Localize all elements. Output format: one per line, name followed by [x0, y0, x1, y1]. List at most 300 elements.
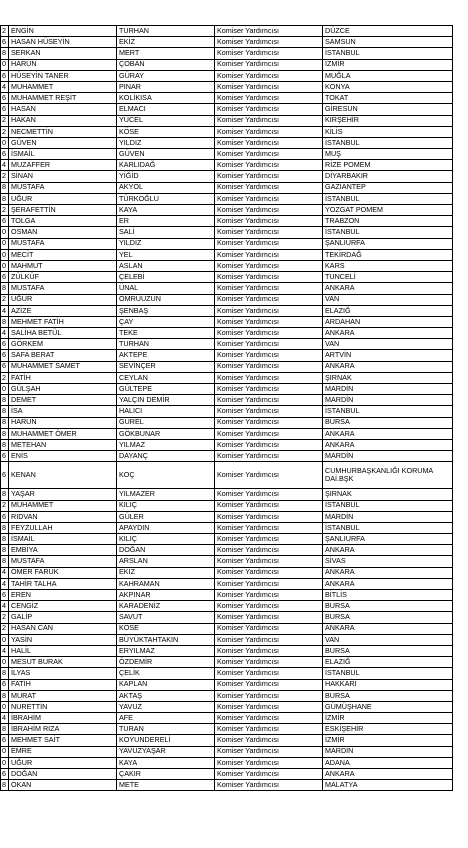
last-name-cell: EKİZ	[117, 37, 215, 48]
row-code-cell: 6	[1, 769, 9, 780]
last-name-cell: ÇELİK	[117, 668, 215, 679]
location-cell: SİVAS	[323, 556, 453, 567]
location-cell: TOKAT	[323, 93, 453, 104]
first-name-cell: İLYAS	[9, 668, 117, 679]
location-cell: ANKARA	[323, 439, 453, 450]
first-name-cell: HARUN	[9, 417, 117, 428]
location-cell: VAN	[323, 339, 453, 350]
location-cell: KARS	[323, 260, 453, 271]
last-name-cell: PINAR	[117, 81, 215, 92]
row-code-cell: 8	[1, 489, 9, 500]
title-cell: Komiser Yardımcısı	[215, 339, 323, 350]
location-cell: SAMSUN	[323, 37, 453, 48]
last-name-cell: AKPINAR	[117, 590, 215, 601]
title-cell: Komiser Yardımcısı	[215, 294, 323, 305]
first-name-cell: MUSTAFA	[9, 556, 117, 567]
location-cell: GAZİANTEP	[323, 182, 453, 193]
last-name-cell: AKYOL	[117, 182, 215, 193]
personnel-table	[0, 25, 453, 791]
title-cell: Komiser Yardımcısı	[215, 149, 323, 160]
table-row	[1, 104, 453, 115]
last-name-cell: SALİ	[117, 227, 215, 238]
location-cell: MARDİN	[323, 746, 453, 757]
location-cell: ESKİŞEHİR	[323, 724, 453, 735]
last-name-cell: YILDIZ	[117, 137, 215, 148]
row-code-cell: 2	[1, 115, 9, 126]
table-row	[1, 534, 453, 545]
title-cell: Komiser Yardımcısı	[215, 70, 323, 81]
last-name-cell: TURHAN	[117, 339, 215, 350]
title-cell: Komiser Yardımcısı	[215, 511, 323, 522]
table-row	[1, 59, 453, 70]
table-row	[1, 126, 453, 137]
title-cell: Komiser Yardımcısı	[215, 48, 323, 59]
row-code-cell: 0	[1, 701, 9, 712]
location-cell: İSTANBUL	[323, 48, 453, 59]
row-code-cell: 0	[1, 137, 9, 148]
last-name-cell: GÜLTEPE	[117, 384, 215, 395]
row-code-cell: 6	[1, 735, 9, 746]
first-name-cell: HASAN HÜSEYİN	[9, 37, 117, 48]
title-cell: Komiser Yardımcısı	[215, 735, 323, 746]
first-name-cell: MEHMET FATİH	[9, 316, 117, 327]
table-row	[1, 115, 453, 126]
location-cell: KIRŞEHİR	[323, 115, 453, 126]
location-cell: İZMİR	[323, 59, 453, 70]
row-code-cell: 0	[1, 59, 9, 70]
first-name-cell: MUSTAFA	[9, 238, 117, 249]
table-row	[1, 462, 453, 489]
last-name-cell: TEKE	[117, 328, 215, 339]
last-name-cell: ŞENBAŞ	[117, 305, 215, 316]
table-row	[1, 160, 453, 171]
table-row	[1, 294, 453, 305]
location-cell: BURSA	[323, 645, 453, 656]
last-name-cell: GÜREL	[117, 417, 215, 428]
table-body	[1, 26, 453, 791]
location-cell: DÜZCE	[323, 26, 453, 37]
table-row	[1, 668, 453, 679]
last-name-cell: HALICI	[117, 406, 215, 417]
row-code-cell: 6	[1, 149, 9, 160]
title-cell: Komiser Yardımcısı	[215, 657, 323, 668]
location-cell: İSTANBUL	[323, 500, 453, 511]
row-code-cell: 8	[1, 283, 9, 294]
row-code-cell: 6	[1, 104, 9, 115]
last-name-cell: TÜRKOĞLU	[117, 193, 215, 204]
row-code-cell: 8	[1, 534, 9, 545]
row-code-cell: 2	[1, 612, 9, 623]
first-name-cell: MUHAMMET	[9, 81, 117, 92]
title-cell: Komiser Yardımcısı	[215, 690, 323, 701]
first-name-cell: GALİP	[9, 612, 117, 623]
table-row	[1, 567, 453, 578]
table-row	[1, 713, 453, 724]
last-name-cell: KAYA	[117, 205, 215, 216]
row-code-cell: 6	[1, 93, 9, 104]
table-row	[1, 634, 453, 645]
title-cell: Komiser Yardımcısı	[215, 451, 323, 462]
last-name-cell: AKTAŞ	[117, 690, 215, 701]
row-code-cell: 8	[1, 417, 9, 428]
table-row	[1, 746, 453, 757]
first-name-cell: OKAN	[9, 780, 117, 791]
table-row	[1, 81, 453, 92]
last-name-cell: TURAN	[117, 724, 215, 735]
table-row	[1, 182, 453, 193]
table-row	[1, 339, 453, 350]
table-row	[1, 283, 453, 294]
row-code-cell: 0	[1, 249, 9, 260]
title-cell: Komiser Yardımcısı	[215, 590, 323, 601]
location-cell: BURSA	[323, 601, 453, 612]
location-cell: İZMİR	[323, 713, 453, 724]
last-name-cell: YALÇIN DEMİR	[117, 395, 215, 406]
row-code-cell: 6	[1, 350, 9, 361]
row-code-cell: 0	[1, 238, 9, 249]
table-row	[1, 522, 453, 533]
location-cell: ŞIRNAK	[323, 489, 453, 500]
first-name-cell: UĞUR	[9, 193, 117, 204]
title-cell: Komiser Yardımcısı	[215, 679, 323, 690]
title-cell: Komiser Yardımcısı	[215, 701, 323, 712]
first-name-cell: MAHMUT	[9, 260, 117, 271]
location-cell: ELAZIĞ	[323, 305, 453, 316]
location-cell: KİLİS	[323, 126, 453, 137]
row-code-cell: 2	[1, 205, 9, 216]
title-cell: Komiser Yardımcısı	[215, 439, 323, 450]
first-name-cell: OSMAN	[9, 227, 117, 238]
last-name-cell: ÜNAL	[117, 283, 215, 294]
last-name-cell: GÜRAY	[117, 70, 215, 81]
row-code-cell: 0	[1, 757, 9, 768]
last-name-cell: YILMAZ	[117, 439, 215, 450]
title-cell: Komiser Yardımcısı	[215, 645, 323, 656]
row-code-cell: 6	[1, 70, 9, 81]
table-row	[1, 601, 453, 612]
last-name-cell: KOYUNDERELİ	[117, 735, 215, 746]
row-code-cell: 4	[1, 567, 9, 578]
title-cell: Komiser Yardımcısı	[215, 556, 323, 567]
row-code-cell: 8	[1, 668, 9, 679]
title-cell: Komiser Yardımcısı	[215, 205, 323, 216]
first-name-cell: MURAT	[9, 690, 117, 701]
title-cell: Komiser Yardımcısı	[215, 283, 323, 294]
first-name-cell: TAHİR TALHA	[9, 578, 117, 589]
last-name-cell: GÜVEN	[117, 149, 215, 160]
first-name-cell: GÜVEN	[9, 137, 117, 148]
first-name-cell: MUHAMMET	[9, 500, 117, 511]
row-code-cell: 6	[1, 339, 9, 350]
title-cell: Komiser Yardımcısı	[215, 489, 323, 500]
table-row	[1, 316, 453, 327]
title-cell: Komiser Yardımcısı	[215, 328, 323, 339]
location-cell: ARDAHAN	[323, 316, 453, 327]
location-cell: ADANA	[323, 757, 453, 768]
first-name-cell: MUSTAFA	[9, 182, 117, 193]
row-code-cell: 4	[1, 328, 9, 339]
first-name-cell: YAŞAR	[9, 489, 117, 500]
table-row	[1, 701, 453, 712]
title-cell: Komiser Yardımcısı	[215, 372, 323, 383]
location-cell: ŞANLIURFA	[323, 238, 453, 249]
table-row	[1, 428, 453, 439]
last-name-cell: ÇAKIR	[117, 769, 215, 780]
location-cell: YOZGAT POMEM	[323, 205, 453, 216]
first-name-cell: KENAN	[9, 462, 117, 489]
first-name-cell: UĞUR	[9, 294, 117, 305]
title-cell: Komiser Yardımcısı	[215, 171, 323, 182]
row-code-cell: 4	[1, 601, 9, 612]
first-name-cell: HARUN	[9, 59, 117, 70]
table-row	[1, 305, 453, 316]
title-cell: Komiser Yardımcısı	[215, 713, 323, 724]
first-name-cell: ENGİN	[9, 26, 117, 37]
table-row	[1, 238, 453, 249]
table-row	[1, 93, 453, 104]
last-name-cell: TURHAN	[117, 26, 215, 37]
title-cell: Komiser Yardımcısı	[215, 623, 323, 634]
last-name-cell: AFE	[117, 713, 215, 724]
table-row	[1, 395, 453, 406]
table-row	[1, 249, 453, 260]
location-cell: İSTANBUL	[323, 668, 453, 679]
location-cell: DİYARBAKIR	[323, 171, 453, 182]
row-code-cell: 6	[1, 216, 9, 227]
last-name-cell: APAYDIN	[117, 522, 215, 533]
title-cell: Komiser Yardımcısı	[215, 462, 323, 489]
title-cell: Komiser Yardımcısı	[215, 757, 323, 768]
location-cell: HAKKARİ	[323, 679, 453, 690]
title-cell: Komiser Yardımcısı	[215, 668, 323, 679]
first-name-cell: CENGİZ	[9, 601, 117, 612]
table-row	[1, 171, 453, 182]
last-name-cell: KARLIDAĞ	[117, 160, 215, 171]
last-name-cell: ÖZDEMİR	[117, 657, 215, 668]
title-cell: Komiser Yardımcısı	[215, 115, 323, 126]
first-name-cell: FATİH	[9, 679, 117, 690]
first-name-cell: İSMAİL	[9, 149, 117, 160]
first-name-cell: GÖRKEM	[9, 339, 117, 350]
row-code-cell: 2	[1, 26, 9, 37]
last-name-cell: YÜCEL	[117, 115, 215, 126]
first-name-cell: İSMAİL	[9, 534, 117, 545]
row-code-cell: 6	[1, 272, 9, 283]
table-row	[1, 272, 453, 283]
row-code-cell: 0	[1, 634, 9, 645]
table-row	[1, 417, 453, 428]
row-code-cell: 4	[1, 81, 9, 92]
table-row	[1, 439, 453, 450]
title-cell: Komiser Yardımcısı	[215, 384, 323, 395]
last-name-cell: ÇAY	[117, 316, 215, 327]
row-code-cell: 4	[1, 160, 9, 171]
row-code-cell: 6	[1, 462, 9, 489]
last-name-cell: ARSLAN	[117, 556, 215, 567]
first-name-cell: DOĞAN	[9, 769, 117, 780]
table-row	[1, 612, 453, 623]
location-cell: MARDİN	[323, 451, 453, 462]
title-cell: Komiser Yardımcısı	[215, 634, 323, 645]
last-name-cell: ER	[117, 216, 215, 227]
location-cell: ARTVİN	[323, 350, 453, 361]
location-cell: ELAZIĞ	[323, 657, 453, 668]
first-name-cell: EMRE	[9, 746, 117, 757]
last-name-cell: ERYILMAZ	[117, 645, 215, 656]
location-cell: ANKARA	[323, 428, 453, 439]
first-name-cell: YASİN	[9, 634, 117, 645]
title-cell: Komiser Yardımcısı	[215, 227, 323, 238]
first-name-cell: HAKAN	[9, 115, 117, 126]
location-cell: ANKARA	[323, 328, 453, 339]
last-name-cell: KARADENİZ	[117, 601, 215, 612]
table-row	[1, 623, 453, 634]
first-name-cell: HASAN CAN	[9, 623, 117, 634]
table-row	[1, 26, 453, 37]
first-name-cell: SALİHA BETÜL	[9, 328, 117, 339]
table-row	[1, 679, 453, 690]
location-cell: İZMİR	[323, 735, 453, 746]
table-row	[1, 578, 453, 589]
table-row	[1, 70, 453, 81]
first-name-cell: MEHMET SAİT	[9, 735, 117, 746]
row-code-cell: 4	[1, 578, 9, 589]
table-row	[1, 227, 453, 238]
last-name-cell: KAPLAN	[117, 679, 215, 690]
table-row	[1, 137, 453, 148]
location-cell: CUMHURBAŞKANLIĞI KORUMA DAİ.BŞK	[323, 462, 453, 489]
title-cell: Komiser Yardımcısı	[215, 769, 323, 780]
row-code-cell: 8	[1, 48, 9, 59]
row-code-cell: 0	[1, 227, 9, 238]
title-cell: Komiser Yardımcısı	[215, 545, 323, 556]
row-code-cell: 8	[1, 724, 9, 735]
row-code-cell: 8	[1, 428, 9, 439]
location-cell: GİRESUN	[323, 104, 453, 115]
title-cell: Komiser Yardımcısı	[215, 81, 323, 92]
title-cell: Komiser Yardımcısı	[215, 395, 323, 406]
title-cell: Komiser Yardımcısı	[215, 746, 323, 757]
last-name-cell: ELMACI	[117, 104, 215, 115]
table-row	[1, 556, 453, 567]
title-cell: Komiser Yardımcısı	[215, 534, 323, 545]
row-code-cell: 8	[1, 690, 9, 701]
last-name-cell: GÖKBUNAR	[117, 428, 215, 439]
location-cell: MALATYA	[323, 780, 453, 791]
row-code-cell: 2	[1, 126, 9, 137]
first-name-cell: HASAN	[9, 104, 117, 115]
first-name-cell: SİNAN	[9, 171, 117, 182]
first-name-cell: TOLGA	[9, 216, 117, 227]
location-cell: ANKARA	[323, 361, 453, 372]
table-row	[1, 328, 453, 339]
location-cell: RİZE POMEM	[323, 160, 453, 171]
row-code-cell: 8	[1, 182, 9, 193]
table-row	[1, 489, 453, 500]
title-cell: Komiser Yardımcısı	[215, 417, 323, 428]
row-code-cell: 6	[1, 37, 9, 48]
first-name-cell: MECİT	[9, 249, 117, 260]
table-row	[1, 260, 453, 271]
location-cell: MUŞ	[323, 149, 453, 160]
last-name-cell: DOĞAN	[117, 545, 215, 556]
first-name-cell: MESUT BURAK	[9, 657, 117, 668]
last-name-cell: DAYANÇ	[117, 451, 215, 462]
table-row	[1, 361, 453, 372]
table-row	[1, 769, 453, 780]
last-name-cell: AKTEPE	[117, 350, 215, 361]
title-cell: Komiser Yardımcısı	[215, 612, 323, 623]
title-cell: Komiser Yardımcısı	[215, 104, 323, 115]
title-cell: Komiser Yardımcısı	[215, 578, 323, 589]
row-code-cell: 8	[1, 193, 9, 204]
row-code-cell: 8	[1, 556, 9, 567]
last-name-cell: KILIÇ	[117, 500, 215, 511]
table-row	[1, 657, 453, 668]
table-row	[1, 451, 453, 462]
table-row	[1, 500, 453, 511]
table-row	[1, 545, 453, 556]
first-name-cell: SERKAN	[9, 48, 117, 59]
first-name-cell: AZİZE	[9, 305, 117, 316]
location-cell: ŞIRNAK	[323, 372, 453, 383]
first-name-cell: ZÜLKÜF	[9, 272, 117, 283]
row-code-cell: 4	[1, 713, 9, 724]
location-cell: ANKARA	[323, 623, 453, 634]
last-name-cell: GÜLER	[117, 511, 215, 522]
first-name-cell: METEHAN	[9, 439, 117, 450]
title-cell: Komiser Yardımcısı	[215, 137, 323, 148]
first-name-cell: GÜLŞAH	[9, 384, 117, 395]
table-row	[1, 780, 453, 791]
first-name-cell: FATİH	[9, 372, 117, 383]
row-code-cell: 6	[1, 511, 9, 522]
location-cell: ŞANLIURFA	[323, 534, 453, 545]
last-name-cell: ÇOBAN	[117, 59, 215, 70]
last-name-cell: YILMAZER	[117, 489, 215, 500]
first-name-cell: ŞERAFETTİN	[9, 205, 117, 216]
first-name-cell: RIDVAN	[9, 511, 117, 522]
title-cell: Komiser Yardımcısı	[215, 500, 323, 511]
first-name-cell: NURETTİN	[9, 701, 117, 712]
table-row	[1, 590, 453, 601]
first-name-cell: HÜSEYİN TANER	[9, 70, 117, 81]
title-cell: Komiser Yardımcısı	[215, 260, 323, 271]
first-name-cell: İBRAHİM RIZA	[9, 724, 117, 735]
last-name-cell: ÖMRÜUZUN	[117, 294, 215, 305]
last-name-cell: YİĞİD	[117, 171, 215, 182]
title-cell: Komiser Yardımcısı	[215, 406, 323, 417]
title-cell: Komiser Yardımcısı	[215, 601, 323, 612]
location-cell: BİTLİS	[323, 590, 453, 601]
last-name-cell: YILDIZ	[117, 238, 215, 249]
first-name-cell: UĞUR	[9, 757, 117, 768]
row-code-cell: 6	[1, 679, 9, 690]
table-row	[1, 511, 453, 522]
title-cell: Komiser Yardımcısı	[215, 724, 323, 735]
location-cell: MUĞLA	[323, 70, 453, 81]
first-name-cell: EMBİYA	[9, 545, 117, 556]
first-name-cell: MUHAMMET ÖMER	[9, 428, 117, 439]
location-cell: İSTANBUL	[323, 522, 453, 533]
last-name-cell: KOLİKISA	[117, 93, 215, 104]
table-row	[1, 205, 453, 216]
location-cell: KONYA	[323, 81, 453, 92]
last-name-cell: KAHRAMAN	[117, 578, 215, 589]
location-cell: ANKARA	[323, 578, 453, 589]
first-name-cell: ENİS	[9, 451, 117, 462]
title-cell: Komiser Yardımcısı	[215, 361, 323, 372]
